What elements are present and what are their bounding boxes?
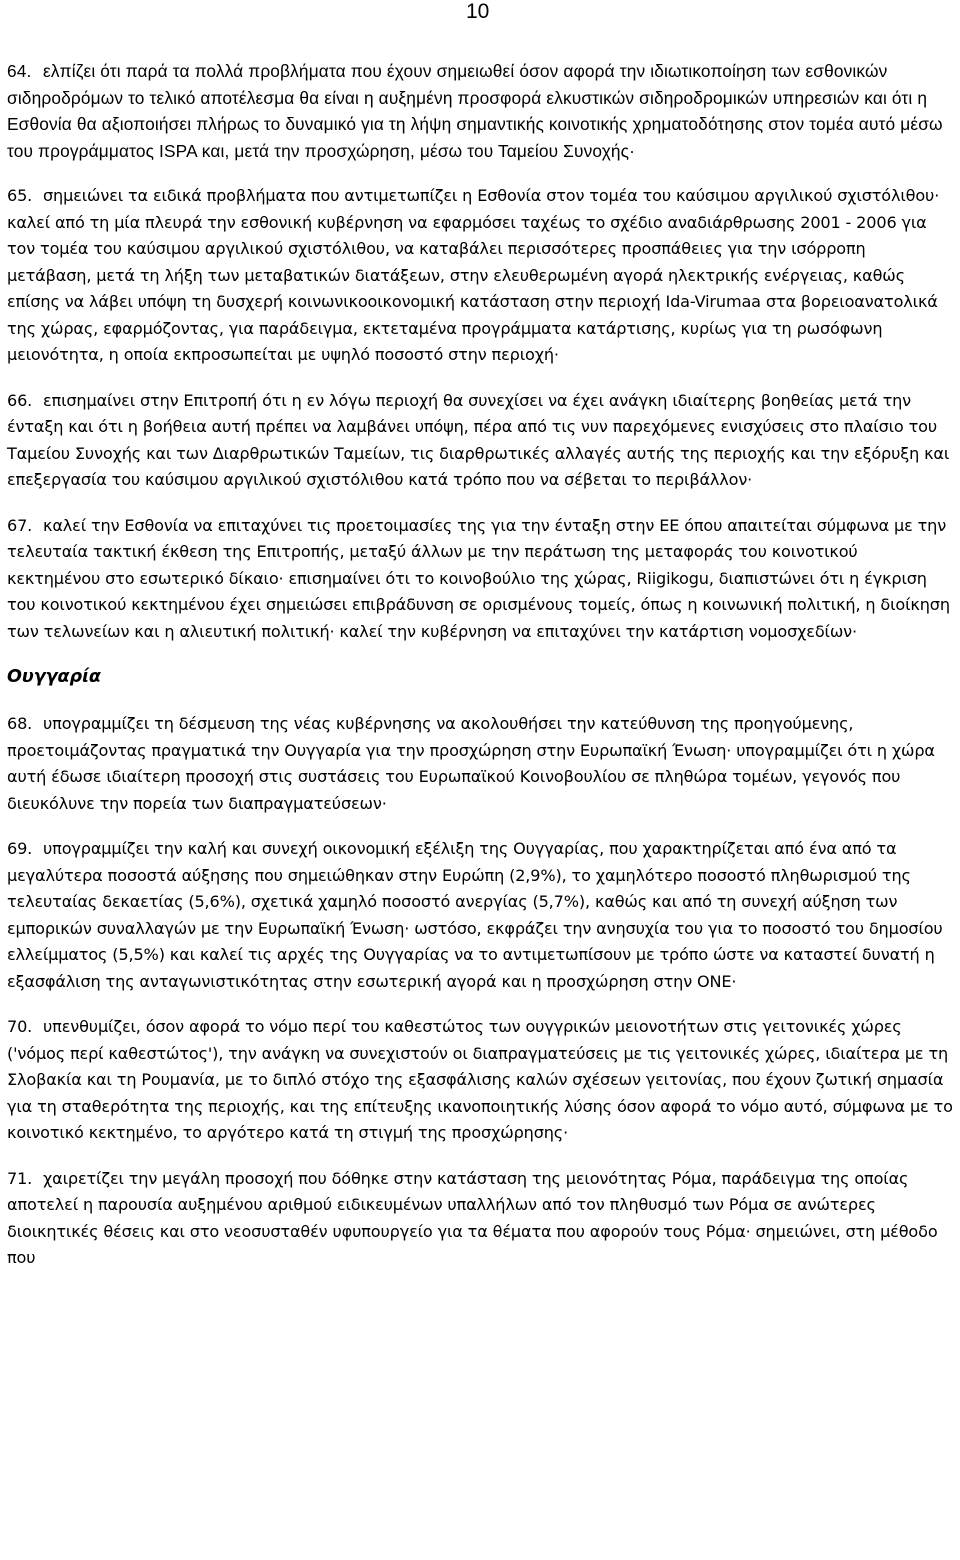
paragraph-text: χαιρετίζει την μεγάλη προσοχή που δόθηκε στην κατάσταση της μειονότητας Ρόμα, παράδειγμα της οποίας αποτελεί η παρουσία αυξημένου αριθμού ειδικευμένων υπαλλήλων από τον πληθυσμό των Ρόμα σε ανώτερες διοικητικές θέσεις και στο νεοσυσταθέν υφυπουργείο για τα θέματα που αφορούν τους Ρόμα· σημειώνει, στη μέθοδο που <box>7 1168 938 1267</box>
paragraph-number: 65. <box>7 186 33 205</box>
paragraph-70 <box>7 1014 953 1147</box>
paragraph-66 <box>7 388 953 494</box>
document-body <box>7 58 953 1291</box>
paragraph-text: υπογραμμίζει την καλή και συνεχή οικονομική εξέλιξη της Ουγγαρίας, που χαρακτηρίζεται από ένα από τα μεγαλύτερα ποσοστά αύξησης που σημειώθηκαν στην Ευρώπη (2,9%), το χαμηλότερο ποσοστό πληθωρισμού της τελευταίας δεκαετίας (5,6%), σχετικά χαμηλό ποσοστό ανεργίας (5,7%), καθώς και από τη συνεχή αύξηση των εμπορικών συναλλαγών με την Ευρωπαϊκή Ένωση· ωστόσο, εκφράζει την ανησυχία του για το ποσοστό του δημοσίου ελλείμματος (5,5%) και καλεί τις αρχές της Ουγγαρίας να το αντιμετωπίσουν με τρόπο ώστε να καταστεί δυνατή η εξασφάλιση της ανταγωνιστικότητας στην εσωτερική αγορά και η προσχώρηση στην ΟΝΕ· <box>7 839 943 991</box>
paragraph-number: 69. <box>7 839 33 858</box>
paragraph-number: 71. <box>7 1168 33 1188</box>
section-heading-hungary: Ουγγαρία <box>7 667 101 687</box>
paragraph-text: σημειώνει τα ειδικά προβλήματα που αντιμετωπίζει η Εσθονία στον τομέα του καύσιμου αργιλικού σχιστόλιθου· καλεί από τη μία πλευρά την εσθονική κυβέρνηση να εφαρμόσει ταχέως το σχέδιο αναδιάρθρωσης 2001 - 2006 για τον τομέα του καύσιμου αργιλικού σχιστόλιθου, να καταβάλει περισσότερες προσπάθειες για την ισόρροπη μετάβαση, μετά τη λήξη των μεταβατικών διατάξεων, στην ελευθερωμένη αγορά ηλεκτρικής ενέργειας, καθώς επίσης να λάβει υπόψη τη δυσχερή κοινωνικοοικονομική κατάσταση στην περιοχή Ida-Virumaa στα βορειοανατολικά της χώρας, εφαρμόζοντας, για παράδειγμα, εκτεταμένα προγράμματα κατάρτισης, κυρίως για τη ρωσόφωνη μειονότητα, η οποία εκπροσωπείται με υψηλό ποσοστό στην περιοχή· <box>7 186 940 364</box>
paragraph-71 <box>7 1166 953 1272</box>
paragraph-69 <box>7 836 953 995</box>
paragraph-67 <box>7 513 953 646</box>
paragraph-68 <box>7 711 953 817</box>
paragraph-text: επισημαίνει στην Επιτροπή ότι η εν λόγω περιοχή θα συνεχίσει να έχει ανάγκη ιδιαίτερης βοηθείας μετά την ένταξη και ότι η βοήθεια αυτή πρέπει να λαμβάνει υπόψη, πέρα από τις νυν παρεχόμενες ενισχύσεις στο πλαίσιο του Ταμείου Συνοχής και των Διαρθρωτικών Ταμείων, τις διαρθρωτικές αλλαγές αυτής της περιοχής και την εξόρυξη και επεξεργασία του καύσιμου αργιλικού σχιστόλιθου κατά τρόπο που να σέβεται το περιβάλλον· <box>7 390 950 489</box>
paragraph-text: ελπίζει ότι παρά τα πολλά προβλήματα που έχουν σημειωθεί όσον αφορά την ιδιωτικοποίηση των εσθονικών σιδηροδρόμων το τελικό αποτέλεσμα θα είναι η αυξημένη προσφορά ελκυστικών σιδηροδρομικών υπηρεσιών και ότι η Εσθονία θα αξιοποιήσει πλήρως το δυναμικό για τη λήψη σημαντικής κοινοτικής χρηματοδότησης στον τομέα αυτό μέσω του προγράμματος ISPA και, μετά την προσχώρηση, μέσω του Ταμείου Συνοχής· <box>7 61 943 161</box>
paragraph-number: 67. <box>7 515 33 535</box>
paragraph-number: 68. <box>7 714 33 733</box>
paragraph-number: 66. <box>7 390 33 410</box>
paragraph-text: καλεί την Εσθονία να επιταχύνει τις προετοιμασίες της για την ένταξη στην ΕΕ όπου απαιτείται σύμφωνα με την τελευταία τακτική έκθεση της Επιτροπής, μεταξύ άλλων με την περάτωση της μεταφοράς του κοινοτικού κεκτημένου στο εσωτερικό δίκαιο· επισημαίνει ότι το κοινοβούλιο της χώρας, Riigikogu, διαπιστώνει ότι η έγκριση του κοινοτικού κεκτημένου έχει σημειώσει επιβράδυνση σε ορισμένους τομείς, όπως η κοινωνική πολιτική, η διοίκηση των τελωνείων και η αλιευτική πολιτική· καλεί την κυβέρνηση να επιταχύνει την κατάρτιση νομοσχεδίων· <box>7 515 950 641</box>
page-number: 10 <box>466 0 490 23</box>
paragraph-65 <box>7 183 953 369</box>
paragraph-number: 70. <box>7 1017 33 1036</box>
paragraph-number: 64. <box>7 61 32 81</box>
paragraph-text: υπενθυμίζει, όσον αφορά το νόμο περί του καθεστώτος των ουγγρικών μειονοτήτων στις γειτονικές χώρες ('νόμος περί καθεστώτος'), την ανάγκη να συνεχιστούν οι διαπραγματεύσεις με τις γειτονικές χώρες, ιδιαίτερα με τη Σλοβακία και τη Ρουμανία, με το διπλό στόχο της εξασφάλισης καλών σχέσεων γειτονίας, που έχουν ζωτική σημασία για τη σταθερότητα της περιοχής, και της επίτευξης ικανοποιητικής λύσης όσον αφορά το νόμο αυτό, σύμφωνα με το κοινοτικό κεκτημένο, το αργότερο κατά τη στιγμή της προσχώρησης· <box>7 1017 953 1142</box>
paragraph-64 <box>7 58 953 164</box>
paragraph-text: υπογραμμίζει τη δέσμευση της νέας κυβέρνησης να ακολουθήσει την κατεύθυνση της προηγούμενης, προετοιμάζοντας πραγματικά την Ουγγαρία για την προσχώρηση στην Ευρωπαϊκή Ένωση· υπογραμμίζει ότι η χώρα αυτή έδωσε ιδιαίτερη προσοχή στις συστάσεις του Ευρωπαϊκού Κοινοβουλίου σε πληθώρα τομέων, γεγονός που διευκόλυνε την πορεία των διαπραγματεύσεων· <box>7 714 935 813</box>
